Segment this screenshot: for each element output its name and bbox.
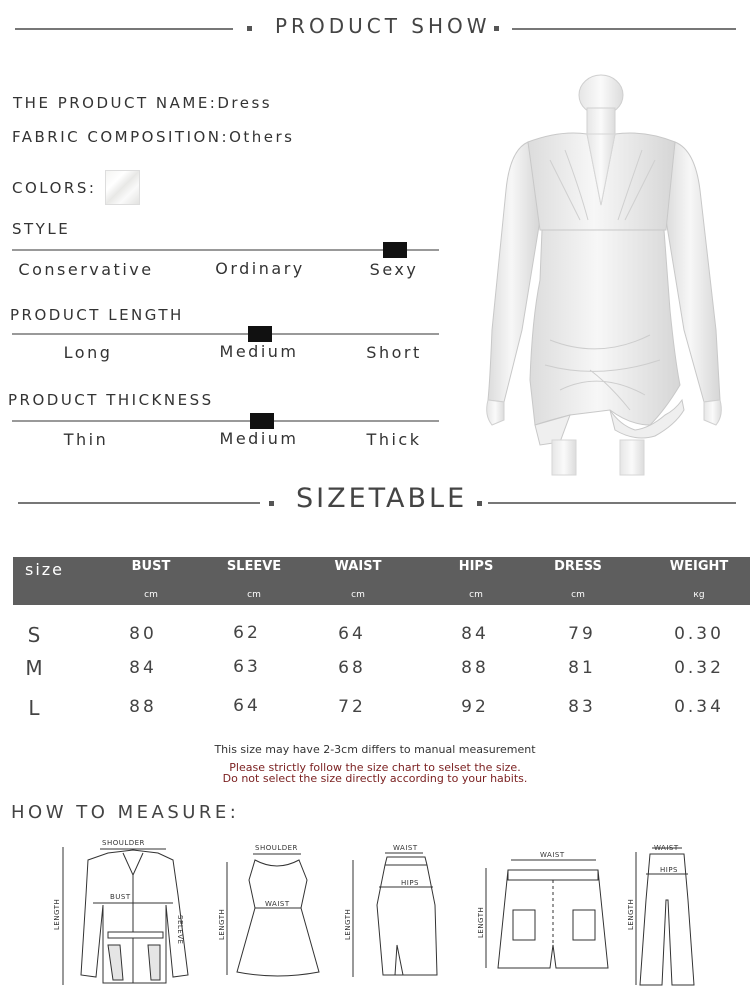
col-bust-header: BUST — [131, 559, 171, 574]
dress-length-label: LENGTH — [218, 908, 226, 940]
length-option-medium: Medium — [219, 342, 299, 361]
jacket-bust-label: BUST — [110, 893, 131, 901]
skirt-waist-label: WAIST — [393, 844, 418, 852]
shorts-measure-diagram — [478, 850, 618, 975]
color-swatch — [105, 170, 140, 205]
style-scale-line — [12, 249, 439, 251]
trousers-length-label: LENGTH — [627, 898, 635, 930]
how-to-measure-title: HOW TO MEASURE: — [11, 802, 240, 823]
product-name-label: THE PRODUCT NAME: — [13, 94, 218, 112]
row-l-sleeve: 64 — [233, 696, 261, 716]
dress-measure-diagram — [215, 840, 325, 985]
length-option-short: Short — [366, 343, 422, 362]
col-bust-unit: cm — [144, 590, 158, 600]
jacket-length-label: LENGTH — [53, 898, 61, 930]
skirt-hips-label: HIPS — [401, 879, 419, 887]
jacket-sleeve-label: SELEVE — [176, 915, 184, 945]
trousers-measure-diagram — [622, 840, 697, 990]
row-s-hips: 84 — [461, 624, 489, 644]
skirt-length-label: LENGTH — [344, 908, 352, 940]
row-l-waist: 72 — [338, 697, 366, 717]
trousers-waist-label: WAIST — [654, 844, 679, 852]
style-option-sexy: Sexy — [369, 260, 419, 279]
row-l-size: L — [28, 696, 40, 720]
thickness-option-thick: Thick — [366, 430, 422, 449]
col-sleeve-header: SLEEVE — [226, 559, 282, 574]
row-s-bust: 80 — [129, 624, 157, 644]
dress-waist-label: WAIST — [265, 900, 290, 908]
shorts-waist-label: WAIST — [540, 851, 565, 859]
size-warning-2: Do not select the size directly according to your habits. — [222, 772, 528, 785]
product-name-row — [13, 94, 272, 112]
jacket-measure-diagram — [48, 835, 198, 995]
thickness-marker — [250, 413, 274, 429]
style-option-ordinary: Ordinary — [215, 259, 305, 278]
sizetable-bullet-left — [269, 501, 274, 506]
sizetable-divider-left — [18, 502, 260, 504]
col-hips-unit: cm — [469, 590, 483, 600]
size-column-header: size — [25, 560, 65, 579]
row-l-bust: 88 — [129, 697, 157, 717]
col-dress-header: DRESS — [554, 559, 602, 574]
style-label: STYLE — [12, 220, 71, 238]
row-m-size: M — [25, 656, 43, 680]
row-m-waist: 68 — [338, 658, 366, 678]
col-waist-header: WAIST — [334, 559, 382, 574]
sizetable-title: SIZETABLE — [296, 483, 468, 514]
skirt-measure-diagram — [345, 845, 445, 985]
length-label: PRODUCT LENGTH — [10, 306, 184, 324]
row-s-waist: 64 — [338, 624, 366, 644]
jacket-shoulder-label: SHOULDER — [102, 839, 145, 847]
fabric-row — [12, 128, 294, 146]
product-photo — [470, 80, 740, 475]
row-s-sleeve: 62 — [233, 623, 261, 643]
dress-shoulder-label: SHOULDER — [255, 844, 298, 852]
col-weight-header: WEIGHT — [669, 559, 729, 574]
col-hips-header: HIPS — [458, 559, 494, 574]
sizetable-divider-right — [488, 502, 736, 504]
header-divider-left — [15, 28, 233, 30]
thickness-label: PRODUCT THICKNESS — [8, 391, 214, 409]
product-name-value: Dress — [217, 94, 273, 112]
row-m-dress: 81 — [568, 658, 596, 678]
style-marker — [383, 242, 407, 258]
thickness-scale-line — [12, 420, 439, 422]
col-sleeve-unit: cm — [247, 590, 261, 600]
fabric-value: Others — [229, 128, 295, 146]
thickness-option-medium: Medium — [219, 429, 299, 448]
trousers-hips-label: HIPS — [660, 866, 678, 874]
style-option-conservative: Conservative — [18, 260, 154, 279]
row-m-bust: 84 — [129, 658, 157, 678]
length-scale-line — [12, 333, 439, 335]
row-l-weight: 0.34 — [674, 697, 724, 717]
size-note: This size may have 2-3cm differs to manual measurement — [214, 743, 536, 756]
row-l-hips: 92 — [461, 697, 489, 717]
page-title: PRODUCT SHOW — [275, 14, 491, 38]
row-m-sleeve: 63 — [233, 657, 261, 677]
row-s-size: S — [27, 623, 41, 647]
row-s-dress: 79 — [568, 624, 596, 644]
thickness-option-thin: Thin — [63, 430, 109, 449]
shorts-length-label: LENGTH — [477, 906, 485, 938]
col-dress-unit: cm — [571, 590, 585, 600]
header-divider-right — [512, 28, 736, 30]
size-warning-1: Please strictly follow the size chart to selset the size. — [229, 761, 521, 774]
col-weight-unit: кg — [693, 590, 705, 600]
row-m-weight: 0.32 — [674, 658, 724, 678]
colors-label: COLORS: — [12, 179, 97, 197]
length-option-long: Long — [63, 343, 113, 362]
row-s-weight: 0.30 — [674, 624, 724, 644]
header-bullet-left — [247, 26, 252, 31]
sizetable-bullet-right — [477, 501, 482, 506]
row-m-hips: 88 — [461, 658, 489, 678]
row-l-dress: 83 — [568, 697, 596, 717]
length-marker — [248, 326, 272, 342]
col-waist-unit: cm — [351, 590, 365, 600]
fabric-label: FABRIC COMPOSITION: — [12, 128, 230, 146]
header-bullet-right — [494, 26, 499, 31]
